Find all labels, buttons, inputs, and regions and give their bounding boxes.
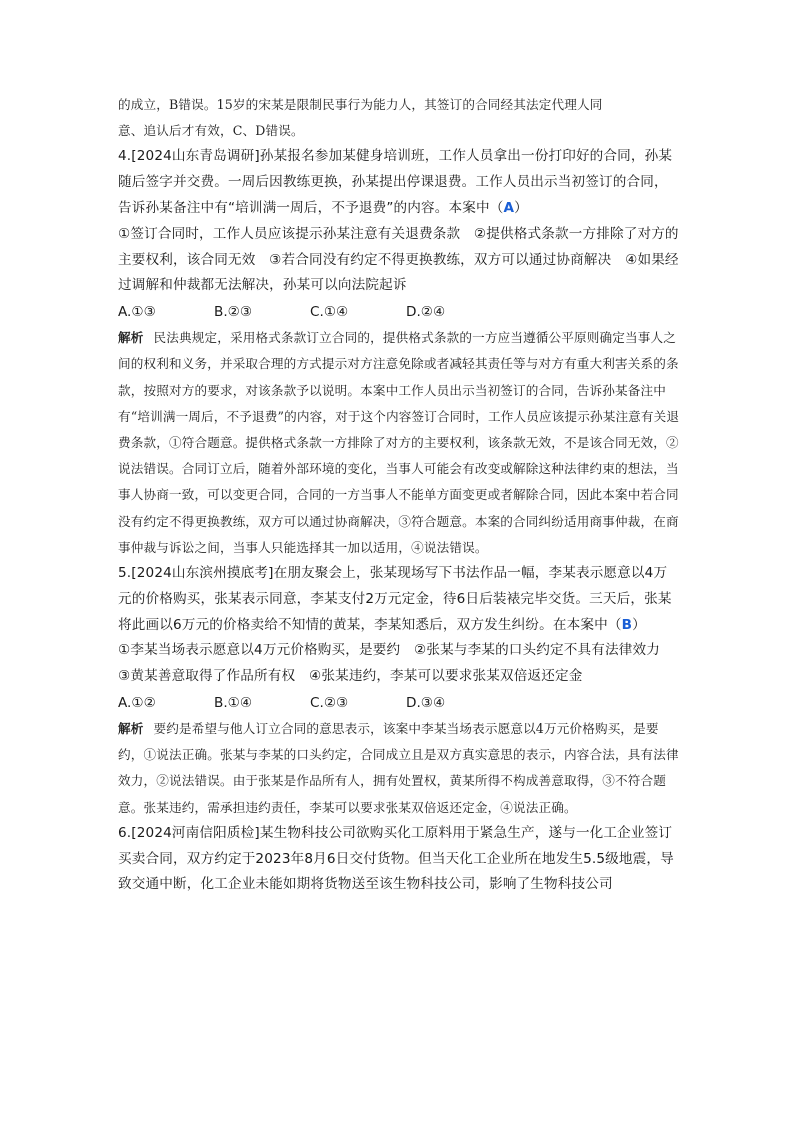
explanation-label: 解析	[118, 330, 144, 346]
question-5-options	[118, 690, 680, 716]
question-5-stem-text: 5.[2024山东滨州摸底考]在朋友聚会上，张某现场写下书法作品一幅，李某表示愿意以4万元的价格购买，张某表示同意，李某支付2万元定金，待6日后装裱完毕交货。三天后，张某将此画以6万元的价格卖给不知情的黄某，李某知悉后，双方发生纠纷。在本案中（	[118, 565, 672, 633]
question-4-options	[118, 299, 680, 325]
explanation-text: 民法典规定，采用格式条款订立合同的，提供格式条款的一方应当遵循公平原则确定当事人之间的权利和义务，并采取合理的方式提示对方注意免除或者减轻其责任等与对方有重大利害关系的条款，按照对方的要求，对该条款予以说明。本案中工作人员出示当初签订的合同，告诉孙某备注中有“培训满一周后，不予退费”的内容，对于这个内容签订合同时，工作人员应该提示孙某注意有关退费条款，①符合题意。提供格式条款一方排除了对方的主要权利，该条款无效，不是该合同无效，②说法错误。合同订立后，随着外部环境的变化，当事人可能会有改变或解除这种法律约束的想法，当事人协商一致，可以变更合同，合同的一方当事人不能单方面变更或者解除合同，因此本案中若合同没有约定不得更换教练，双方可以通过协商解决，③符合题意。本案的合同纠纷适用商事仲裁，在商事仲裁与诉讼之间，当事人只能选择其一加以适用，④说法错误。	[118, 330, 680, 555]
question-4-answer: A	[503, 200, 515, 216]
option-a: A.①②	[118, 695, 156, 711]
question-4-explanation	[118, 325, 680, 561]
explanation-label: 解析	[118, 721, 144, 736]
question-4-stem	[118, 144, 680, 221]
question-5-stem-close: ）	[632, 616, 646, 633]
question-6-stem: 6.[2024河南信阳质检]某生物科技公司欲购买化工原料用于紧急生产，遂与一化工企业签订买卖合同，双方约定于2023年8月6日交付货物。但当天化工企业所在地发生5.5级地震，导致交通中断，化工企业未能如期将货物送至该生物科技公司，影响了生物科技公司	[118, 824, 674, 893]
option-d: D.③④	[406, 695, 446, 711]
question-5-statements: ①李某当场表示愿意以4万元价格购买，是要约 ②张某与李某的口头约定不具有法律效力 ③黄某善意取得了作品所有权 ④张某违约，李某可以要求张某双倍返还定金	[118, 642, 674, 685]
question-4-stem-close: ）	[514, 200, 528, 216]
explanation-text: 要约是希望与他人订立合同的意思表示，该案中李某当场表示愿意以4万元价格购买，是要约，①说法正确。张某与李某的口头约定，合同成立且是双方真实意思的表示，内容合法，具有法律效力，②说法错误。由于张某是作品所有人，拥有处置权，黄某所得不构成善意取得，③不符合题意。张某违约，需承担违约责任，李某可以要求张某双倍返还定金，④说法正确。	[118, 721, 679, 815]
page-content	[118, 92, 680, 898]
previous-explanation-line-1: 的成立，B错误。15岁的宋某是限制民事行为能力人，其签订的合同经其法定代理人同	[118, 97, 603, 112]
question-4-statements: ①签订合同时，工作人员应该提示孙某注意有关退费条款 ②提供格式条款一方排除了对方的主要权利，该合同无效 ③若合同没有约定不得更换教练，双方可以通过协商解决 ④如果经过调解和仲裁都无法解决，孙某可以向法院起诉	[118, 225, 679, 294]
option-b: B.②③	[214, 304, 253, 321]
question-6	[118, 821, 680, 898]
question-4-stem-text: 4.[2024山东青岛调研]孙某报名参加某健身培训班，工作人员拿出一份打印好的合同，孙某随后签字并交费。一周后因教练更换，孙某提出停课退费。工作人员出示当初签订的合同，告诉孙某备注中有“培训满一周后，不予退费”的内容。本案中（	[118, 148, 673, 216]
previous-explanation-line-2: 意、追认后才有效，C、D错误。	[118, 123, 304, 139]
question-4	[118, 144, 680, 561]
option-a: A.①③	[118, 304, 156, 321]
option-c: C.②③	[310, 695, 349, 711]
question-5-answer: B	[621, 616, 633, 633]
question-5-explanation	[118, 716, 680, 821]
question-5	[118, 561, 680, 821]
option-b: B.①④	[214, 695, 253, 711]
option-c: C.①④	[310, 304, 349, 321]
question-5-stem	[118, 561, 680, 638]
option-d: D.②④	[406, 304, 446, 321]
